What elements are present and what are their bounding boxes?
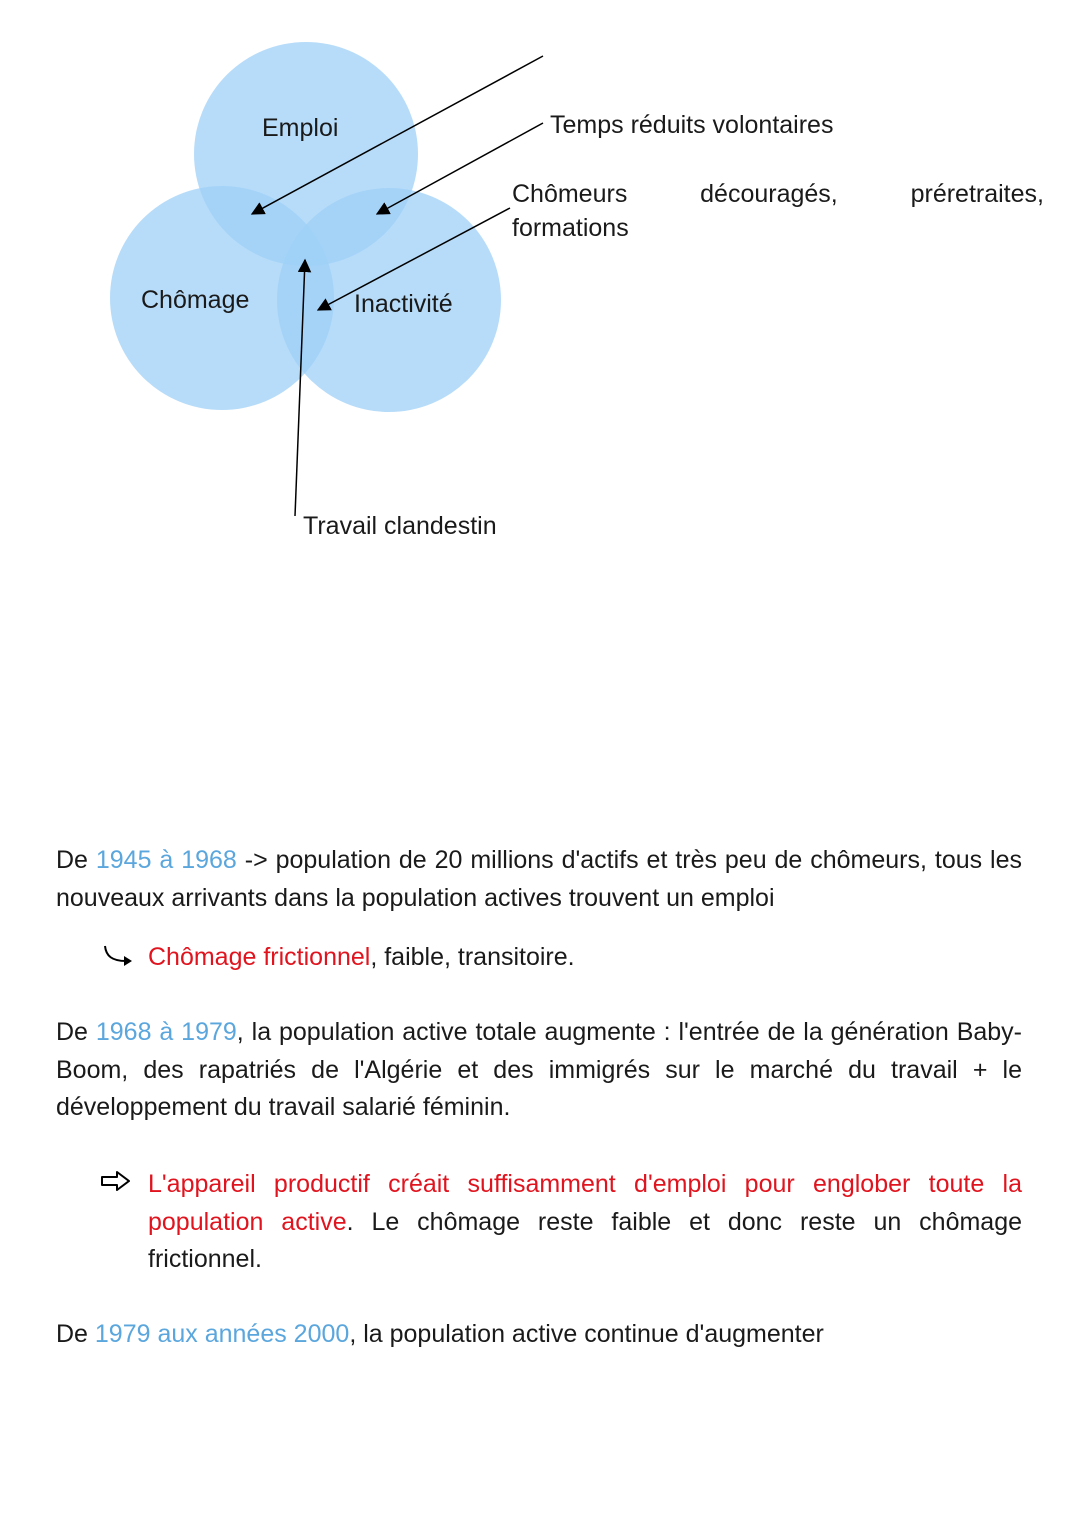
p2-conclusion — [148, 1166, 1022, 1279]
annotation-word-1: Chômeurs — [512, 180, 628, 208]
annotation-word-3: préretraites, — [910, 180, 1044, 208]
annotation-cut-line — [512, 214, 662, 242]
annotation-temps-reduits: Temps réduits volontaires — [550, 111, 834, 139]
p1-period: 1945 à 1968 — [95, 846, 237, 874]
p2-conclusion-rest: . Le chômage reste faible et donc reste un chômage frictionnel. — [148, 1207, 1023, 1273]
p2-prefix: De — [56, 1018, 96, 1046]
p2-conclusion-highlight: L'appareil productif créait suffisamment d'emploi pour englober toute la population active — [148, 1170, 1022, 1236]
p1-text: -> population de 20 millions d'actifs et très peu de chômeurs, tous les nouveaux arrivants dans la population actives trouvent un emploi — [56, 846, 1022, 912]
paragraph-1979-2000 — [56, 1316, 1022, 1354]
p2-period: 1968 à 1979 — [95, 1018, 237, 1046]
annotation-travail-clandestin: Travail clandestin — [303, 512, 497, 540]
annotation-word-2: découragés, — [700, 180, 838, 208]
p1-conclusion-highlight: Chômage frictionnel — [148, 943, 371, 971]
outline-arrow-icon — [100, 1170, 132, 1192]
curved-arrow-icon — [102, 944, 136, 968]
p1-conclusion — [148, 939, 1028, 977]
p3-period: 1979 aux années 2000 — [94, 1320, 350, 1348]
p2-text: , la population active totale augmente : l'entrée de la génération Baby-Boom, des rapatriés de l'Algérie et des immigrés sur le marché du travail + le développement du travail salarié féminin. — [56, 1018, 1023, 1121]
p1-prefix: De — [56, 846, 96, 874]
label-chomage: Chômage — [141, 286, 250, 314]
venn-diagram — [0, 0, 1080, 560]
p1-conclusion-rest: , faible, transitoire. — [370, 943, 575, 971]
p3-prefix: De — [56, 1320, 95, 1348]
annotation-cut-text: formations — [512, 214, 629, 242]
label-inactivite: Inactivité — [354, 290, 453, 318]
paragraph-1968-1979 — [56, 1014, 1022, 1127]
annotation-chomeurs — [512, 180, 1044, 209]
label-emploi: Emploi — [262, 114, 339, 142]
p3-text: , la population active continue d'augmenter — [349, 1320, 824, 1348]
paragraph-1945-1968 — [56, 842, 1022, 917]
